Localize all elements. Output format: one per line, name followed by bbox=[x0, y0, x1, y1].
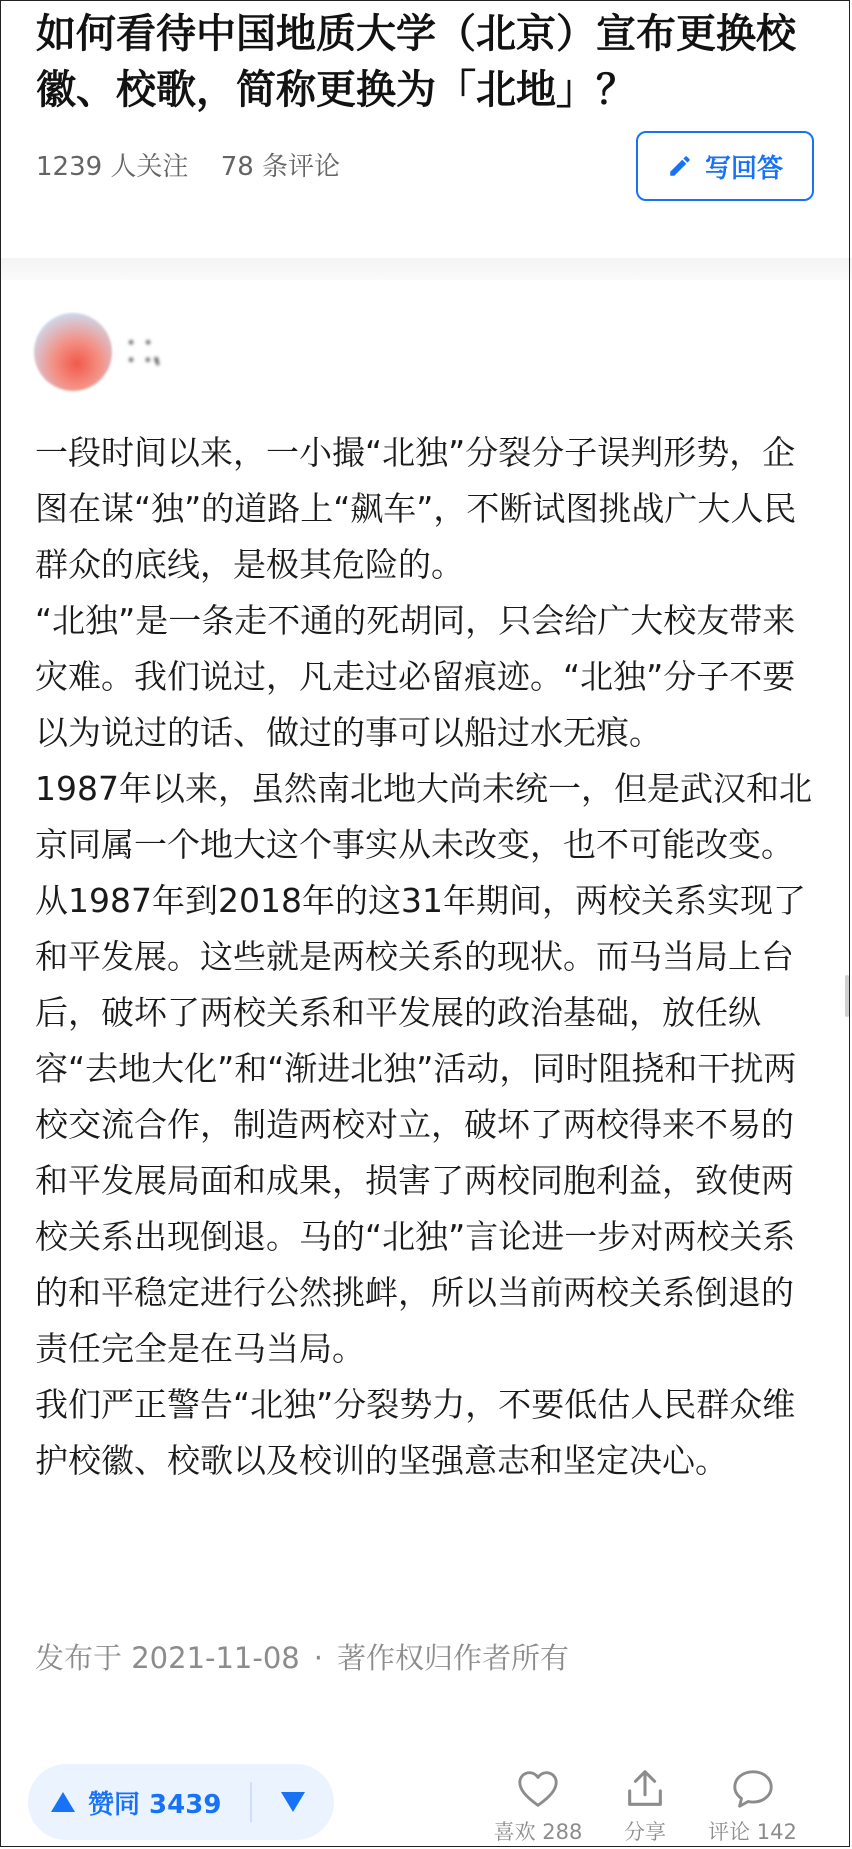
avatar[interactable] bbox=[34, 313, 112, 391]
write-answer-label: 写回答 bbox=[704, 153, 783, 184]
copyright-notice: 著作权归作者所有 bbox=[336, 1641, 569, 1675]
like-button[interactable] bbox=[490, 1766, 586, 1846]
publish-date: 发布于 2021-11-08 bbox=[35, 1641, 300, 1675]
share-button[interactable] bbox=[605, 1766, 685, 1846]
comments-count[interactable]: 78 条评论 bbox=[220, 152, 341, 182]
upvote-label: 赞同 3439 bbox=[88, 1789, 222, 1820]
pencil-icon bbox=[667, 153, 693, 179]
heart-icon bbox=[515, 1766, 561, 1812]
section-divider bbox=[0, 258, 852, 280]
author-name[interactable]: ⸬⹁ bbox=[128, 335, 162, 368]
answer-paragraph: 1987年以来，虽然南北地大尚未统一，但是武汉和北京同属一个地大这个事实从未改变，也不可能改变。从1987年到2018年的这31年期间，两校关系实现了和平发展。这些就是两校关系的现状。而马当局上台后，破坏了两校关系和平发展的政治基础，放任纵容“去地大化”和“渐进北独”活动，同时阻挠和干扰两校交流合作，制造两校对立，破坏了两校得来不易的和平发展局面和成果，损害了两校同胞利益，致使两校关系出现倒退。马的“北独”言论进一步对两校关系的和平稳定进行公然挑衅，所以当前两校关系倒退的责任完全是在马当局。 bbox=[35, 769, 812, 1368]
upvote-button[interactable] bbox=[28, 1764, 250, 1840]
share-label: 分享 bbox=[624, 1820, 666, 1844]
question-title[interactable]: 如何看待中国地质大学（北京）宣布更换校徽、校歌，简称更换为「北地」？ bbox=[36, 11, 796, 113]
question-header bbox=[0, 0, 852, 258]
downvote-button[interactable] bbox=[252, 1764, 334, 1840]
question-stats bbox=[36, 146, 364, 183]
write-answer-button[interactable] bbox=[636, 131, 814, 201]
bottom-action-bar bbox=[0, 1740, 852, 1849]
share-icon bbox=[622, 1766, 668, 1812]
vote-pill bbox=[28, 1764, 334, 1840]
answer-paragraph: 一段时间以来，一小撮“北独”分裂分子误判形势，企图在谋“独”的道路上“飙车”，不断试图挑战广大人民群众的底线，是极其危险的。 bbox=[35, 433, 797, 584]
comment-label: 评论 142 bbox=[708, 1820, 797, 1844]
comment-icon bbox=[730, 1766, 776, 1812]
answer-paragraph: 我们严正警告“北独”分裂势力，不要低估人民群众维护校徽、校歌以及校训的坚强意志和坚定决心。 bbox=[35, 1385, 796, 1480]
answer-meta bbox=[35, 1636, 569, 1677]
like-label: 喜欢 288 bbox=[493, 1820, 583, 1844]
followers-count[interactable]: 1239 人关注 bbox=[36, 152, 189, 182]
upvote-arrow-icon bbox=[50, 1791, 76, 1813]
scrollbar[interactable] bbox=[845, 975, 849, 1017]
meta-separator: · bbox=[313, 1641, 323, 1675]
comment-button[interactable] bbox=[700, 1766, 805, 1846]
answer-content bbox=[35, 425, 820, 1489]
answer-paragraph: “北独”是一条走不通的死胡同，只会给广大校友带来灾难。我们说过，凡走过必留痕迹。“北独”分子不要以为说过的话、做过的事可以船过水无痕。 bbox=[35, 601, 796, 752]
downvote-arrow-icon bbox=[280, 1791, 306, 1813]
